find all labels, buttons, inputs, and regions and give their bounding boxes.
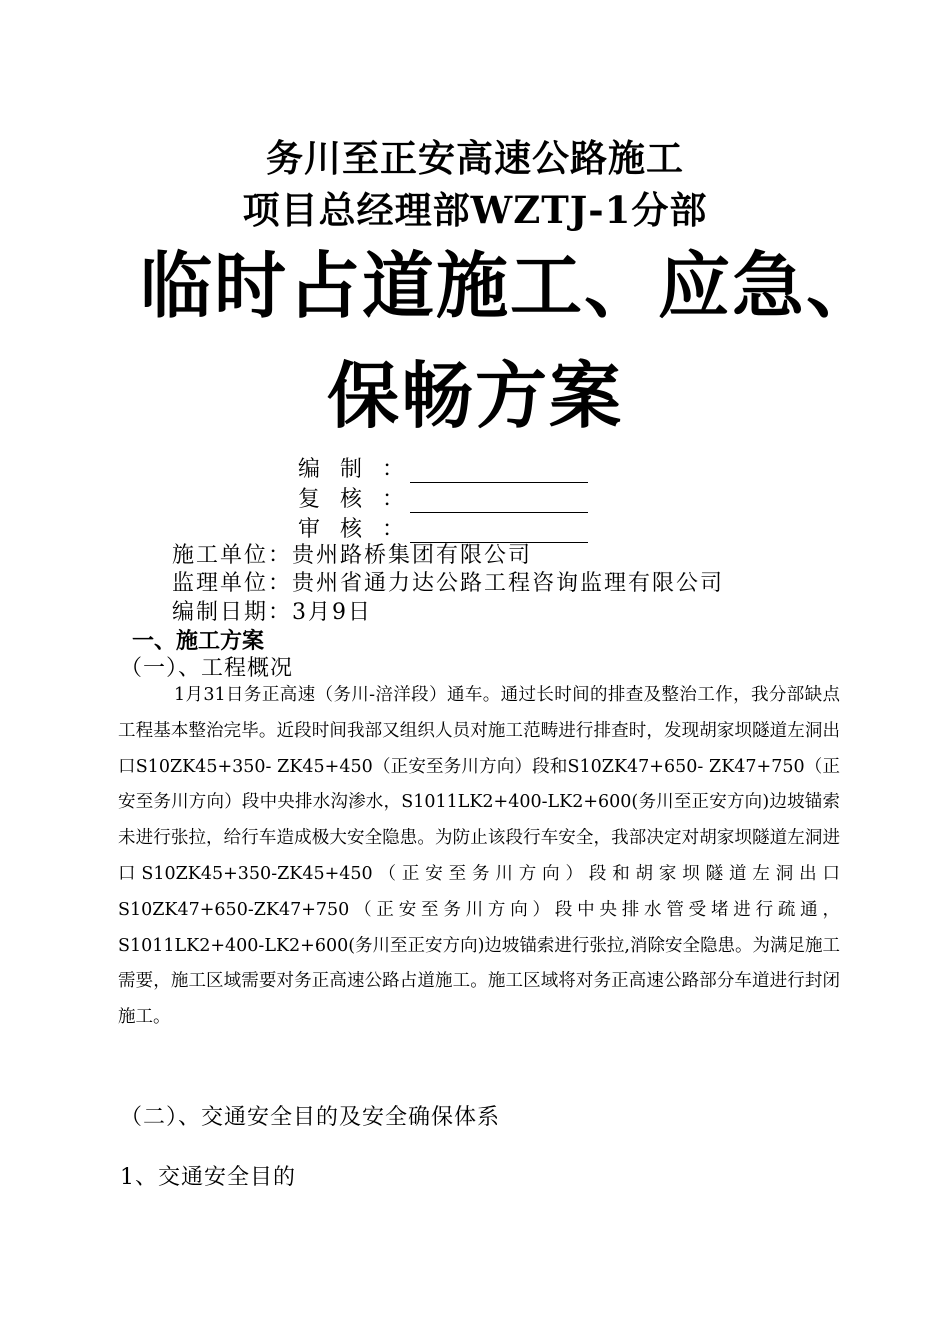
overview-paragraph (118, 678, 840, 1036)
compile-signoff (298, 452, 588, 483)
header-line-2: 项目总经理部WZTJ-1分部 (242, 188, 708, 232)
subsection-heading-safety: （二）、交通安全目的及安全确保体系 (120, 1105, 501, 1130)
date-line: 编制日期：3月9日 (172, 600, 372, 625)
document-title-line-2: 保畅方案 (326, 353, 623, 438)
review-signature-line (410, 490, 588, 513)
supervisor-line: 监理单位：贵州省通力达公路工程咨询监理有限公司 (172, 571, 725, 596)
contractor-line: 施工单位：贵州路桥集团有限公司 (172, 543, 533, 568)
section-heading: 一、施工方案 (132, 628, 265, 654)
review-signoff (298, 482, 588, 513)
overview-text: 1月31日务正高速（务川-涪洋段）通车。通过长时间的排查及整治工作，我分部缺点工程基本整治完毕。近段时间我部又组织人员对施工范畴进行排查时，发现胡家坝隧道左洞出口S10ZK45+350- ZK45+450（正安至务川方向）段和S10ZK47+650- ZK47+750（正安至务川方向）段中央排水沟渗水，S1011LK2+400-LK2+600(务川至正安方向)边坡锚索未进行张拉，给行车造成极大安全隐患。为防止该段行车安全，我部决定对胡家坝隧道左洞进口S10ZK45+350-ZK45+450（正安至务川方向）段和胡家坝隧道左洞出口S10ZK47+650-ZK47+750（正安至务川方向）段中央排水管受堵进行疏通，S1011LK2+400-LK2+600(务川至正安方向)边坡锚索进行张拉,消除安全隐患。为满足施工需要，施工区域需要对务正高速公路占道施工。施工区域将对务正高速公路部分车道进行封闭施工。 (118, 685, 840, 1028)
header-line-1: 务川至正安高速公路施工 (266, 136, 684, 180)
compile-signature-line (410, 460, 588, 483)
compile-label: 编制： (298, 457, 425, 482)
subsection-heading-safety-goal: 1、交通安全目的 (120, 1165, 296, 1190)
review-label: 复核： (298, 487, 425, 512)
subsection-heading-overview: （一）、工程概况 (120, 656, 294, 681)
document-title-line-1: 临时占道施工、应急、 (140, 243, 881, 328)
approve-label: 审核： (298, 517, 425, 542)
